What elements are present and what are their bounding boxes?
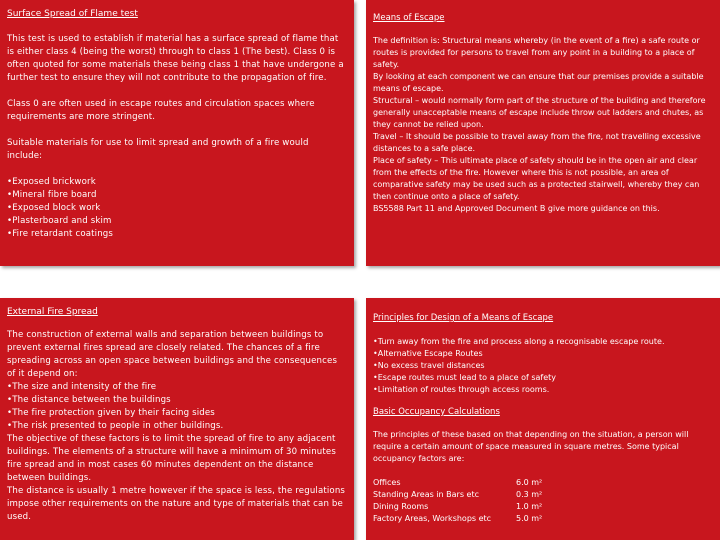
surface-spread-card	[0, 0, 354, 266]
materials-list	[7, 176, 346, 241]
materials-list-item: •Exposed brickwork	[7, 177, 96, 187]
escape-line: The definition is: Structural means whereby (in the event of a fire) a safe route or routes is provided for persons to travel from any point in a building to a place of safety.	[373, 36, 700, 69]
occupancy-value: 5.0 m²	[516, 514, 543, 523]
external-line: The construction of external walls and separation between buildings to prevent external fires spread are closely related. The chances of a fire spreading across an open space between buildings and the consequences of it depend on:	[7, 330, 338, 379]
occupancy-value: 0.3 m²	[516, 490, 543, 499]
principles-list-item: •Limitation of routes through access rooms.	[373, 385, 550, 394]
external-line: The distance is usually 1 metre however if the space is less, the regulations impose other requirements on the nature and type of materials that can be used.	[7, 486, 346, 522]
external-line: The objective of these factors is to limit the spread of fire to any adjacent buildings. The elements of a structure will have a minimum of 30 minutes fire spread and in most cases 60 minutes dependent on the distance between buildings.	[7, 434, 336, 483]
occupancy-row	[373, 501, 712, 513]
occupancy-title: Basic Occupancy Calculations	[373, 407, 500, 417]
occupancy-row	[373, 477, 712, 489]
principles-title: Principles for Design of a Means of Escape	[373, 313, 554, 323]
surface-spread-para-2: Class 0 are often used in escape routes and circulation spaces where requirements are more stringent.	[7, 99, 315, 122]
principles-list-item: •No excess travel distances	[373, 361, 485, 370]
occupancy-row	[373, 489, 712, 501]
external-line: •The distance between the buildings	[7, 395, 171, 405]
surface-spread-para-1: This test is used to establish if material has a surface spread of flame that is either class 4 (being the worst) through to class 1 (The best). Class 0 is often quoted for some materials these being class 1 that have undergone a further test to ensure they will not contribute to the propagation of fire.	[7, 34, 344, 83]
external-line: •The size and intensity of the fire	[7, 382, 157, 392]
principles-list-item: •Alternative Escape Routes	[373, 349, 483, 358]
principles-list-item: •Turn away from the fire and process along a recognisable escape route.	[373, 337, 665, 346]
means-of-escape-title: Means of Escape	[373, 13, 445, 23]
external-fire-spread-title: External Fire Spread	[7, 307, 98, 317]
means-of-escape-card	[366, 0, 720, 266]
occupancy-value: 6.0 m²	[516, 478, 543, 487]
principles-card	[366, 298, 720, 540]
escape-line: Travel – It should be possible to travel away from the fire, not travelling excessive distances to a safe place.	[373, 132, 701, 153]
external-line: •The fire protection given by their facing sides	[7, 408, 215, 418]
occupancy-name: Standing Areas in Bars etc	[373, 490, 479, 499]
materials-list-item: •Plasterboard and skim	[7, 216, 112, 226]
occupancy-factors-table	[373, 477, 712, 525]
occupancy-text: The principles of these based on that depending on the situation, a person will require a certain amount of space measured in square metres. Some typical occupancy factors are:	[373, 430, 689, 463]
principles-list	[373, 336, 712, 396]
materials-list-item: •Fire retardant coatings	[7, 229, 114, 239]
occupancy-name: Factory Areas, Workshops etc	[373, 514, 492, 523]
escape-line: Place of safety – This ultimate place of safety should be in the open air and clear from the effects of the fire. However where this is not possible, an area of comparative safety may be used such as a protected stairwell, whereby they can then continue onto a place of safety.	[373, 156, 700, 201]
external-line: •The risk presented to people in other buildings.	[7, 421, 224, 431]
surface-spread-para-3: Suitable materials for use to limit spread and growth of a fire would include:	[7, 138, 309, 161]
escape-line: Structural – would normally form part of the structure of the building and therefore generally unacceptable means of escape include throw out ladders and chutes, as they cannot be relied upon.	[373, 96, 706, 129]
occupancy-name: Offices	[373, 478, 401, 487]
materials-list-item: •Exposed block work	[7, 203, 101, 213]
materials-list-item: •Mineral fibre board	[7, 190, 97, 200]
external-fire-spread-body	[7, 329, 346, 524]
external-fire-spread-card	[0, 298, 354, 540]
escape-line: BS5588 Part 11 and Approved Document B give more guidance on this.	[373, 204, 660, 213]
means-of-escape-body	[373, 35, 712, 215]
occupancy-row	[373, 513, 712, 525]
principles-list-item: •Escape routes must lead to a place of safety	[373, 373, 557, 382]
occupancy-name: Dining Rooms	[373, 502, 429, 511]
occupancy-value: 1.0 m²	[516, 502, 543, 511]
surface-spread-title: Surface Spread of Flame test	[7, 9, 138, 19]
escape-line: By looking at each component we can ensure that our premises provide a suitable means of escape.	[373, 72, 704, 93]
